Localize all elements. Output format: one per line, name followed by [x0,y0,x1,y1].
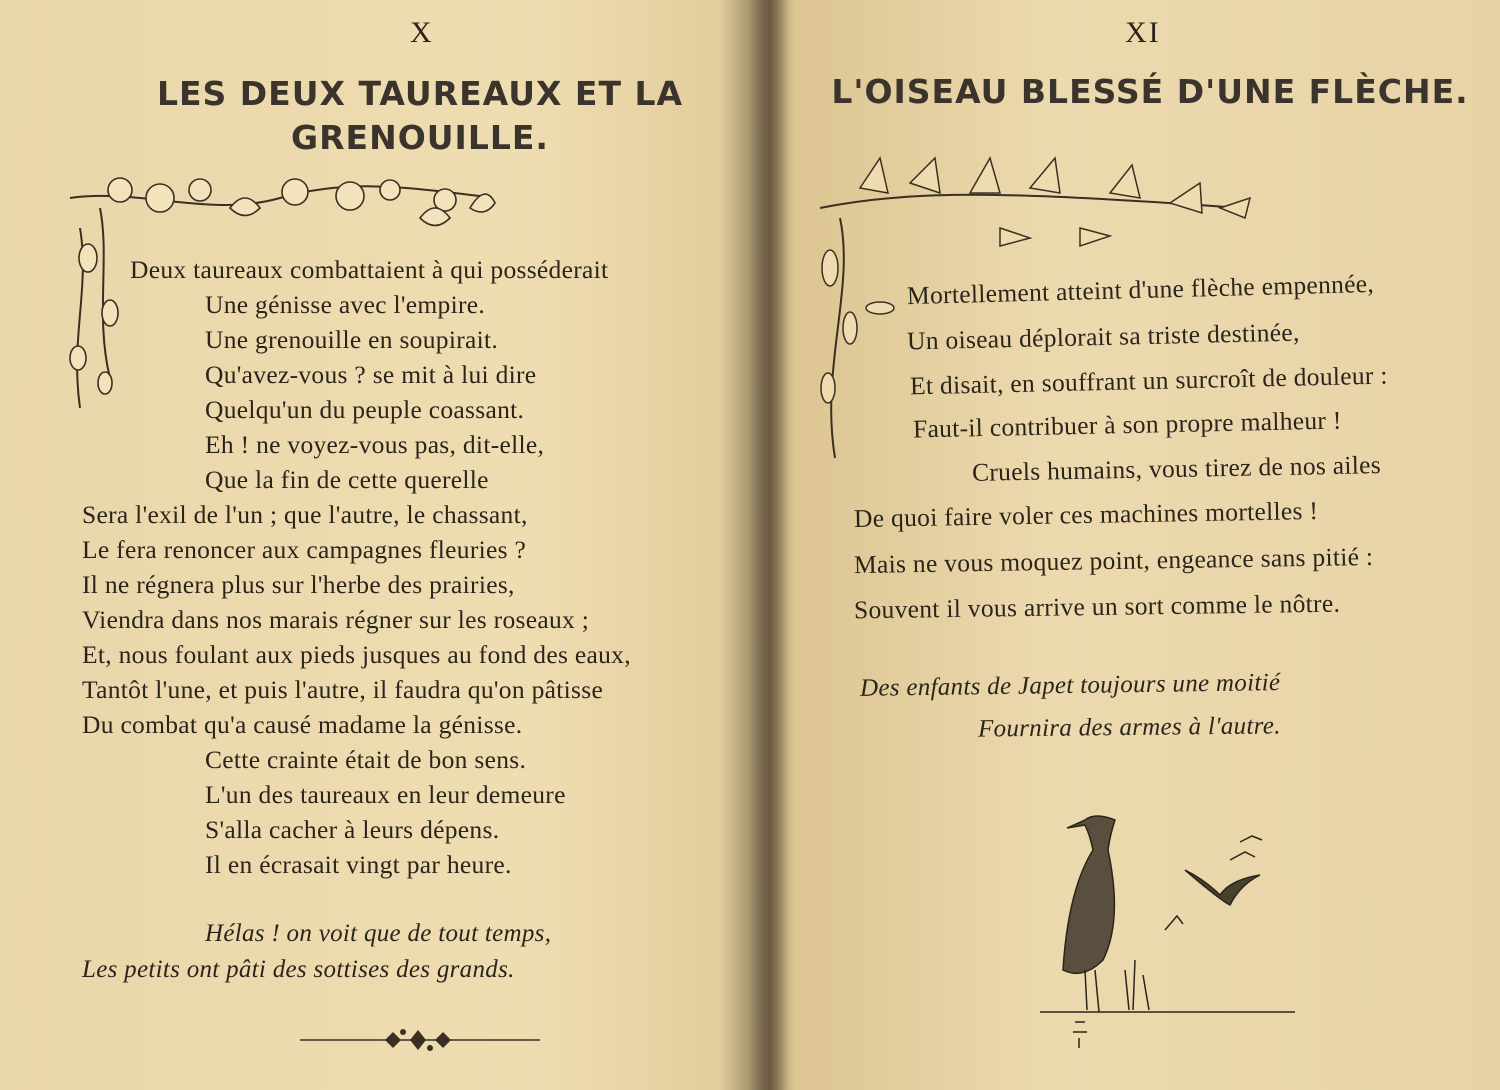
bird-illustration [1035,800,1335,1060]
moral-line: Des enfants de Japet toujours une moitié [859,669,1281,702]
fable-title [140,72,700,160]
right-page [780,0,1500,1090]
tailpiece-ornament [290,1020,550,1060]
verse-line: Et, nous foulant aux pieds jusques au fond des eaux, [82,640,631,669]
page-number: XI [1125,16,1161,49]
verse-line: Que la fin de cette querelle [205,465,489,494]
verse-line: Le fera renoncer aux campagnes fleuries ? [82,535,527,564]
verse-line: Il en écrasait vingt par heure. [205,850,512,879]
verse-line: Sera l'exil de l'un ; que l'autre, le chassant, [82,500,528,529]
title-line: L'OISEAU BLESSÉ D'UNE FLÈCHE. [831,72,1469,111]
verse-line: Du combat qu'a causé madame la génisse. [82,710,523,739]
verse-line: Faut-il contribuer à son propre malheur ! [912,405,1342,444]
verse-line: Quelqu'un du peuple coassant. [205,395,525,424]
moral-line: Hélas ! on voit que de tout temps, [205,920,552,947]
verse-line: Eh ! ne voyez-vous pas, dit-elle, [205,430,545,459]
verse-line: Tantôt l'une, et puis l'autre, il faudra qu'on pâtisse [82,675,604,704]
verse-line: Cette crainte était de bon sens. [205,745,527,774]
verse-line: Cruels humains, vous tirez de nos ailes [971,450,1382,487]
verse-line: Une génisse avec l'empire. [205,290,486,319]
verse-line: L'un des taureaux en leur demeure [205,780,566,809]
verse-line: Mais ne vous moquez point, engeance sans pitié : [853,541,1374,580]
page-number: X [410,16,434,49]
verse-line: Et disait, en souffrant un surcroît de douleur : [909,360,1389,401]
verse-line: Viendra dans nos marais régner sur les roseaux ; [82,605,590,634]
moral-line: Les petits ont pâti des sottises des grands. [82,956,515,983]
moral-line: Fournira des armes à l'autre. [977,712,1281,743]
verse-line: S'alla cacher à leurs dépens. [205,815,500,844]
title-line: LES DEUX TAUREAUX ET LA [156,74,684,113]
verse-line: Il ne régnera plus sur l'herbe des prairies, [82,570,515,599]
verse-line: De quoi faire voler ces machines mortelles ! [853,495,1319,534]
verse-line: Mortellement atteint d'une flèche empennée, [906,268,1375,311]
verse-line: Un oiseau déplorait sa triste destinée, [906,317,1300,356]
verse-line: Deux taureaux combattaient à qui posséderait [130,255,609,284]
verse-line: Une grenouille en soupirait. [205,325,499,354]
verse-line: Souvent il vous arrive un sort comme le nôtre. [853,588,1341,625]
title-line: GRENOUILLE. [291,118,549,157]
verse-line: Qu'avez-vous ? se mit à lui dire [205,360,537,389]
fable-title [830,70,1470,114]
